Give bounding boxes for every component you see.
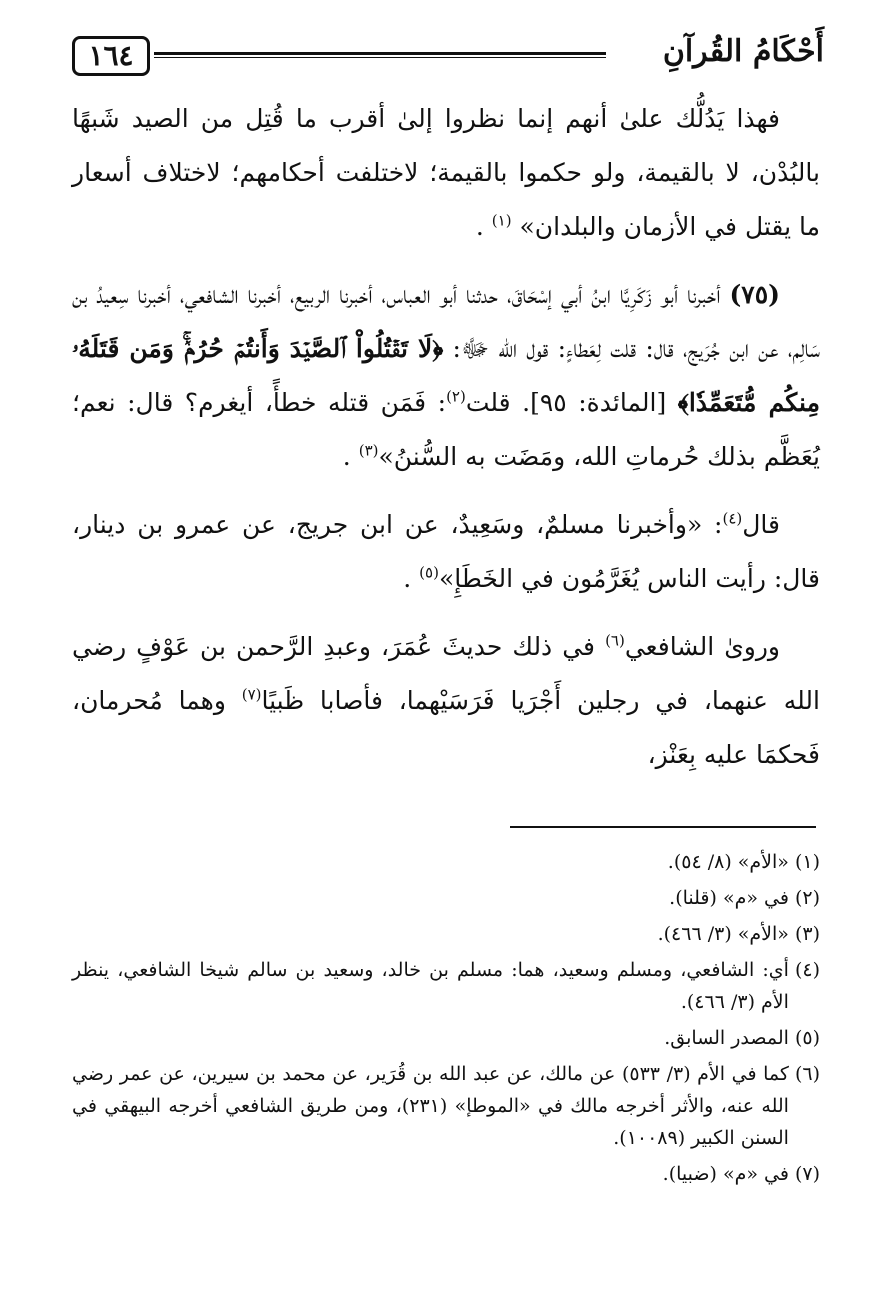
footnote — [72, 918, 820, 950]
footnote-reference: (٤) — [722, 509, 743, 528]
footnote-number: (٢) — [794, 887, 820, 909]
footnote — [72, 846, 820, 878]
paragraph — [72, 620, 820, 782]
book-title: أَحْكَامُ القُرآنِ — [662, 34, 824, 69]
paragraph-text: : فَمَن قتله خطأً، أيغرم؟ قال: نعم؛ يُعَظَّم بذلك حُرماتِ الله، ومَضَت به السُّننُ» — [72, 388, 820, 471]
paragraph-text: . — [342, 442, 351, 471]
footnotes — [72, 846, 820, 1194]
footnote-text: «الأم» (٣/ ٤٦٦). — [657, 923, 789, 945]
footnote-reference: (٢) — [446, 387, 466, 406]
paragraph-text: أخبرنا أبو زَكَرِيَّا ابنُ أبي إسْحَاقَ، حدثنا أبو العباس، أخبرنا الربيع، أخبرنا الشافعي، أخبرنا سِعيدُ بن سَالِم، عن ابن جُرَيج، قال: قلت لِعَطاءٍ: قول الله ﷻ: — [72, 280, 820, 363]
paragraph — [72, 268, 820, 484]
footnote — [72, 882, 820, 914]
footnote — [72, 1158, 820, 1190]
footnote-text: في «م» (ضبيا). — [662, 1163, 789, 1185]
footnote-text: أي: الشافعي، ومسلم وسعيد، هما: مسلم بن خالد، وسعيد بن سالم شيخا الشافعي، ينظر الأم (٣/ ٤٦٦). — [72, 959, 789, 1013]
footnote — [72, 1058, 820, 1154]
footnote-reference: (٧) — [241, 685, 262, 704]
footnote — [72, 954, 820, 1018]
footnote-text: «الأم» (٨/ ٥٤). — [667, 851, 789, 873]
footnote-number: (٤) — [794, 959, 820, 981]
footnote-number: (٥) — [794, 1027, 820, 1049]
footnote-reference: (١) — [491, 211, 512, 230]
footnote-reference: (٥) — [419, 563, 439, 582]
paragraph-text: [المائدة: ٩٥]. قلت — [465, 388, 667, 417]
paragraph-text: . — [403, 564, 412, 593]
main-text — [72, 92, 820, 796]
paragraph-text: وهما مُحرمان، فَحكمَا عليه بِعَنْز، — [72, 686, 820, 769]
footnote-number: (٧) — [794, 1163, 820, 1185]
paragraph — [72, 498, 820, 606]
footnote-number: (١) — [794, 851, 820, 873]
footnote-number: (٦) — [794, 1063, 820, 1085]
header-rule — [154, 52, 606, 58]
footnote-text: كما في الأم (٣/ ٥٣٣) عن مالك، عن عبد الله بن قُرَير، عن محمد بن سيرين، عن عمر رضي الله عنه، والأثر أخرجه مالك في «الموطإ» (٢٣١)، ومن طريق الشافعي أخرجه البيهقي في السنن الكبير (١٠٠٨٩). — [72, 1063, 789, 1149]
page-number: ١٦٤ — [72, 36, 150, 76]
page-header — [72, 30, 824, 82]
footnote-separator — [510, 826, 816, 828]
paragraph-text: . — [475, 212, 484, 241]
paragraph-text: : «وأخبرنا مسلمٌ، وسَعِيدٌ، عن ابن جريج، عن عمرو بن دينار، قال: رأيت الناس يُغَرَّمُون في الخَطَإِ» — [72, 510, 820, 593]
paragraph-text: في ذلك حديثَ عُمَرَ، وعبدِ الرَّحمن بن عَوْفٍ رضي الله عنهما، في رجلين أَجْرَيا فَرَسَيْهما، فأصابا ظَبيًا — [72, 632, 820, 715]
footnote-reference: (٦) — [605, 631, 625, 650]
footnote-text: في «م» (قلنا). — [669, 887, 789, 909]
footnote-text: المصدر السابق. — [664, 1027, 789, 1049]
footnote-reference: (٣) — [358, 441, 379, 460]
paragraph — [72, 92, 820, 254]
quran-verse: ﴿لَا تَقۡتُلُواْ ٱلصَّيۡدَ وَأَنتُمۡ حُرُمٞۚ وَمَن قَتَلَهُۥ مِنكُم مُّتَعَمِّدٗا﴾ — [72, 334, 820, 417]
footnote — [72, 1022, 820, 1054]
hadith-number: (٧٥) — [729, 280, 780, 309]
footnote-number: (٣) — [794, 923, 820, 945]
paragraph-text: قال — [742, 510, 780, 539]
paragraph-text: فهذا يَدُلُّك علىٰ أنهم إنما نظروا إلىٰ أقرب ما قُتِل من الصيد شَبهًا بالبُدْن، لا بالقيمة، ولو حكموا بالقيمة؛ لاختلفت أحكامهم؛ لاختلاف أسعار ما يقتل في الأزمان والبلدان» — [72, 104, 820, 241]
paragraph-text: وروىٰ الشافعي — [624, 632, 780, 661]
